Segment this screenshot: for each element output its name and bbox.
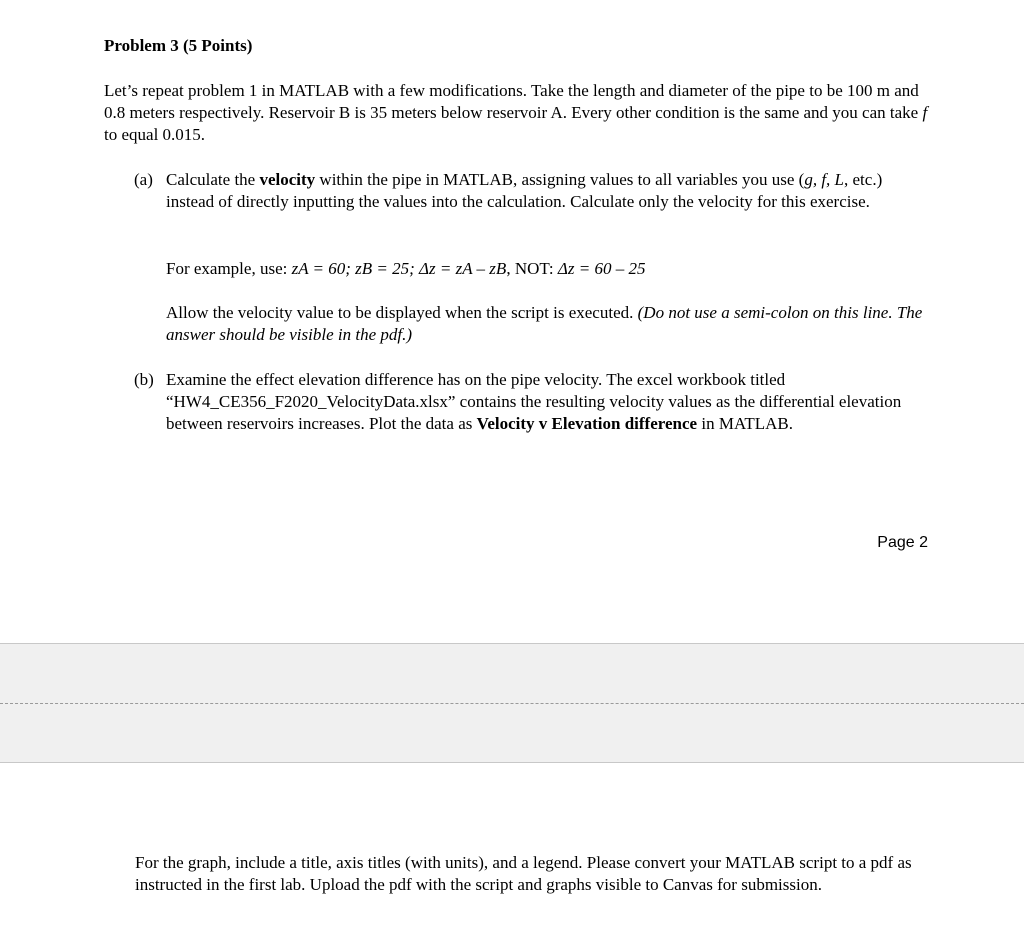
page-gap: [0, 643, 1024, 763]
allow-note: (Do not use a semi-colon on this line. The answer should be visible in the pdf.): [166, 303, 923, 344]
part-b-text-1: Examine the effect elevation difference has on the pipe velocity. The excel workbook titled “HW4_CE356_F2020_VelocityData.xlsx” contains the resulting velocity values as the differential elevation between reservoirs increases. Plot the data as: [166, 370, 902, 433]
part-b-text-2: in MATLAB.: [697, 414, 793, 433]
page-break-line: [0, 703, 1024, 704]
example-bad: Δz = 60 – 25: [557, 259, 646, 278]
part-a-text-2: within the pipe in MATLAB, assigning values to all variables you use (: [315, 170, 805, 189]
part-a-text-1: Calculate the: [166, 170, 260, 189]
example-good: zA = 60; zB = 25; Δz = zA – zB: [291, 259, 507, 278]
intro-text: Let’s repeat problem 1 in MATLAB with a few modifications. Take the length and diameter of the pipe to be 100 m and 0.8 meters respectively. Reservoir B is 35 meters below reservoir A. Every other condition is the same and you can take: [104, 81, 923, 122]
allow-paragraph: [166, 302, 926, 346]
part-a-text-3: , etc.) instead of directly inputting the values into the calculation. Calculate only the velocity for this exercise.: [166, 170, 883, 211]
part-a-variables: g, f, L: [804, 170, 845, 189]
example-line: [166, 258, 926, 280]
part-a-text: [166, 169, 926, 213]
allow-text: Allow the velocity value to be displayed when the script is executed.: [166, 303, 638, 322]
part-b-text: [166, 369, 926, 435]
part-a-bold-velocity: velocity: [259, 170, 316, 189]
footer-paragraph: For the graph, include a title, axis titles (with units), and a legend. Please convert your MATLAB script to a pdf as instructed in the first lab. Upload the pdf with the script and graphs visible to Canvas for submission.: [135, 853, 912, 894]
example-mid: , NOT:: [506, 259, 558, 278]
part-b: [134, 369, 934, 459]
friction-factor-symbol: f: [922, 103, 928, 122]
intro-paragraph: [104, 80, 934, 146]
example-prefix: For example, use:: [166, 259, 292, 278]
part-b-label: (b): [134, 370, 154, 389]
intro-text-end: to equal 0.015.: [104, 125, 206, 144]
page-number: Page 2: [877, 534, 928, 551]
part-b-bold-plot: Velocity v Elevation difference: [476, 414, 698, 433]
part-a-label: (a): [134, 170, 153, 189]
part-a: [134, 169, 934, 239]
problem-heading: Problem 3 (5 Points): [104, 36, 253, 55]
